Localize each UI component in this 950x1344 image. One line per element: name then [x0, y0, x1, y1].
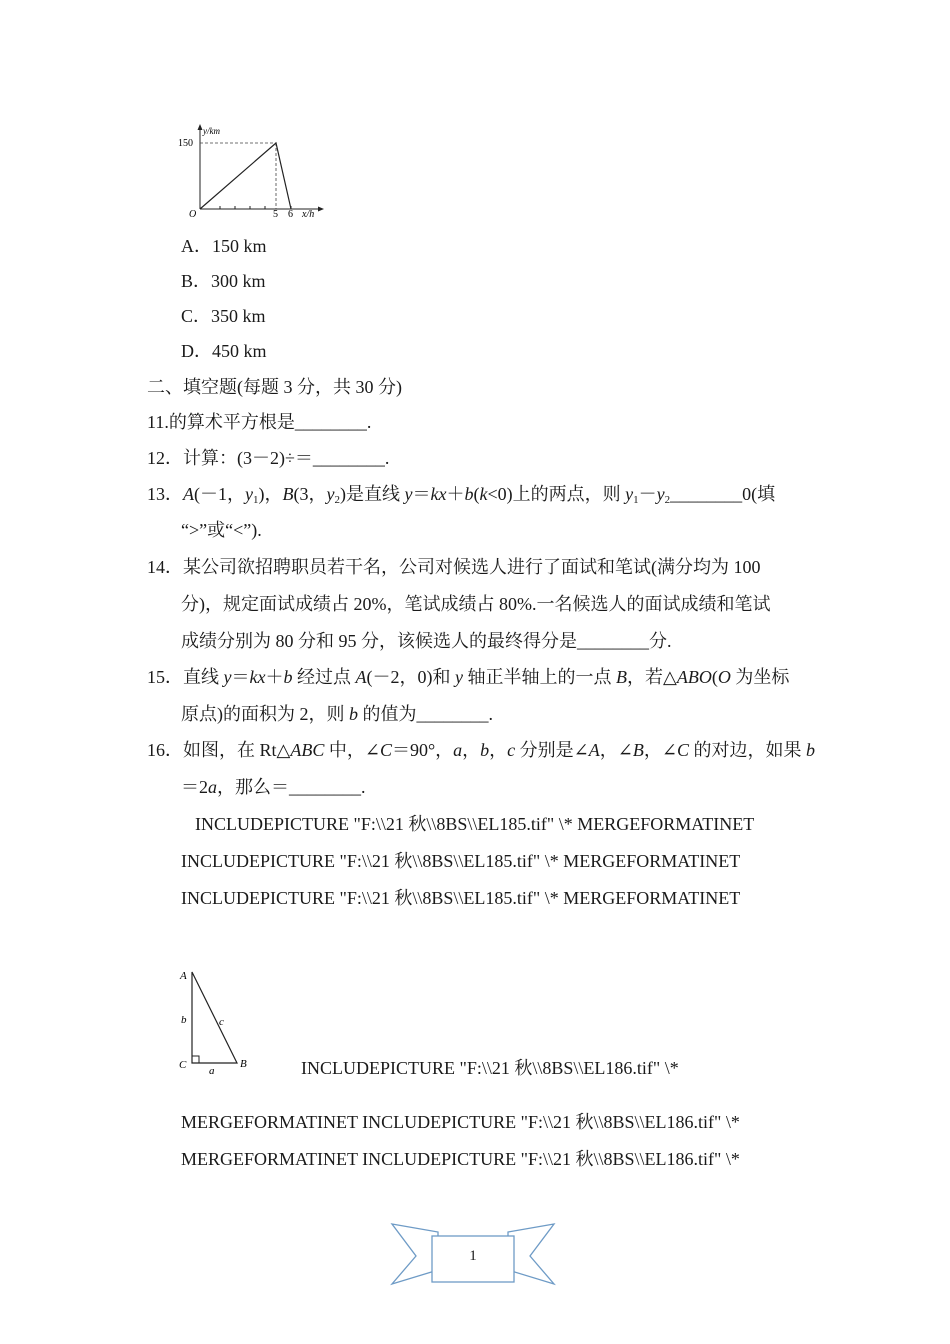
- y-axis-label: y/km: [203, 126, 220, 136]
- page-number: 1: [469, 1248, 477, 1264]
- x-tick-6: 6: [288, 209, 293, 220]
- include-line-3: INCLUDEPICTURE "F:\\21 秋\\8BS\\EL185.tif" \* MERGEFORMATINET: [181, 888, 741, 908]
- section-heading: 二、填空题(每题 3 分，共 30 分): [147, 377, 402, 397]
- vertex-a-label: A: [180, 970, 187, 982]
- question-13-number: 13．: [147, 484, 183, 504]
- question-16-line2: ＝2a，那么＝________.: [181, 777, 366, 797]
- side-c-label: c: [219, 1016, 224, 1028]
- option-d: D．450 km: [181, 341, 267, 361]
- question-15-number: 15．: [147, 667, 183, 687]
- right-angle-mark: [192, 1056, 199, 1063]
- option-c: C．350 km: [181, 306, 266, 326]
- question-12: 12．计算：(3－2)÷＝________.: [147, 448, 390, 468]
- include-line-2: INCLUDEPICTURE "F:\\21 秋\\8BS\\EL185.tif" \* MERGEFORMATINET: [181, 851, 741, 871]
- question-11: 11.的算术平方根是________.: [147, 412, 372, 432]
- distance-line: [200, 143, 291, 209]
- distance-time-graph: [172, 120, 332, 224]
- include-line-5: MERGEFORMATINET INCLUDEPICTURE "F:\\21 秋\\8BS\\EL186.tif" \*: [181, 1112, 740, 1132]
- side-b-label: b: [181, 1014, 187, 1026]
- question-15-line1: 15．直线 y＝kx＋b 经过点 A(－2，0)和 y 轴正半轴上的一点 B，若△ABO(O 为坐标: [147, 667, 790, 687]
- triangle-shape: [192, 972, 237, 1063]
- right-triangle-figure: [172, 962, 256, 1078]
- x-tick-5: 5: [273, 209, 278, 220]
- y-axis-arrow-icon: [198, 124, 203, 130]
- y-tick-150: 150: [178, 138, 193, 149]
- origin-label: O: [189, 209, 197, 220]
- question-13-line1: 13．A(－1，$y_1$)，B(3，$y_2$)是直线 y＝kx＋b(k<0)上的两点，则 $y_1-y_2\_\_\_\_\_\_\_\_0$(填: [147, 484, 776, 506]
- include-line-4: INCLUDEPICTURE "F:\\21 秋\\8BS\\EL186.tif" \*: [301, 1058, 679, 1078]
- x-axis-arrow-icon: [318, 207, 324, 212]
- question-14-line3: 成绩分别为 80 分和 95 分，该候选人的最终得分是________分.: [181, 631, 672, 651]
- question-16-line1: 16．如图，在 Rt△ABC 中，∠C＝90°，a，b，c 分别是∠A，∠B，∠C 的对边，如果 b: [147, 740, 815, 760]
- include-line-1: INCLUDEPICTURE "F:\\21 秋\\8BS\\EL185.tif" \* MERGEFORMATINET: [195, 814, 755, 834]
- include-line-6: MERGEFORMATINET INCLUDEPICTURE "F:\\21 秋\\8BS\\EL186.tif" \*: [181, 1149, 740, 1169]
- vertex-b-label: B: [240, 1058, 247, 1070]
- vertex-c-label: C: [179, 1059, 187, 1071]
- option-a: A．150 km: [181, 236, 267, 256]
- question-14-line1: 14．某公司欲招聘职员若干名，公司对候选人进行了面试和笔试(满分均为 100: [147, 557, 761, 577]
- question-13-line2: “>”或“<”).: [181, 520, 262, 540]
- question-15-line2: 原点)的面积为 2，则 b 的值为________.: [181, 704, 493, 724]
- option-b: B．300 km: [181, 271, 266, 291]
- side-a-label: a: [209, 1065, 215, 1077]
- question-16-number: 16．: [147, 740, 183, 760]
- ribbon-right-tail: [508, 1224, 554, 1284]
- x-axis-label: x/h: [302, 209, 315, 220]
- question-14-line2: 分)，规定面试成绩占 20%，笔试成绩占 80%.一名候选人的面试成绩和笔试: [181, 594, 771, 614]
